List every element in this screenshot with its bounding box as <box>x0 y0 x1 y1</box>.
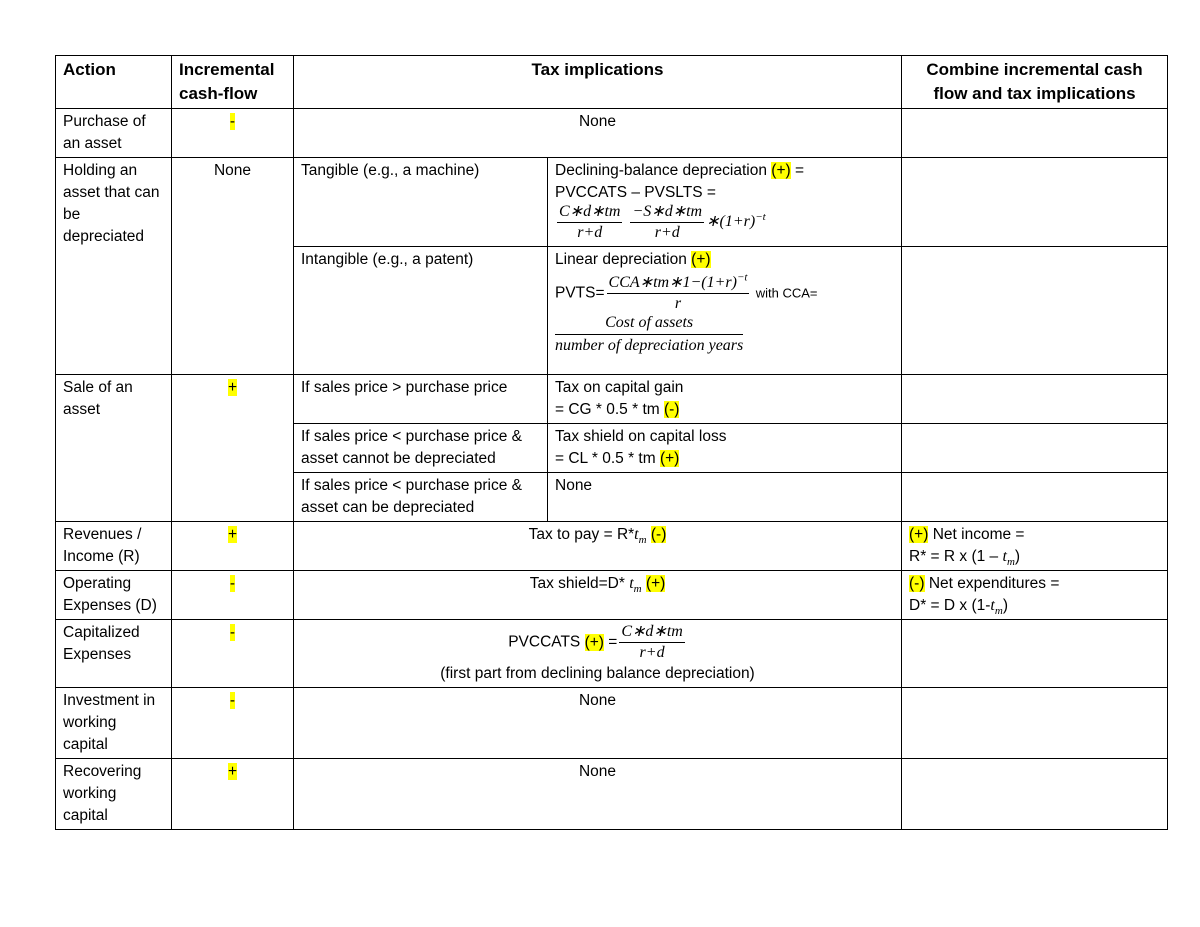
combine-cell <box>902 688 1168 759</box>
table-row <box>56 759 1168 830</box>
table-row <box>56 571 1168 620</box>
combine-cell <box>902 158 1168 247</box>
tax-rate-var: t <box>634 526 639 543</box>
action-cell: Operating Expenses (D) <box>56 571 172 620</box>
header-row <box>56 56 1168 109</box>
tax-cell: None <box>294 109 902 158</box>
fraction-numerator: −S∗d∗tm <box>630 202 704 223</box>
fraction-numerator: C∗d∗tm <box>619 622 684 643</box>
cashflow-sign: + <box>227 763 238 780</box>
formula-cell <box>548 375 902 424</box>
cashflow-sign: + <box>227 379 238 396</box>
condition-cell: If sales price > purchase price <box>294 375 548 424</box>
pvts-label: PVTS= <box>555 284 605 302</box>
cashflow-cell <box>172 620 294 688</box>
cashflow-cell <box>172 688 294 759</box>
declining-balance-label: Declining-balance depreciation <box>555 162 767 179</box>
condition-cell: If sales price < purchase price & asset can be depreciated <box>294 473 548 522</box>
action-cell: Sale of an asset <box>56 375 172 522</box>
table-row <box>56 109 1168 158</box>
tax-rate-var: t <box>990 597 995 614</box>
net-formula: R* = R x (1 – <box>909 548 1003 565</box>
fraction-denominator: number of depreciation years <box>555 337 744 354</box>
fraction-denominator: r+d <box>639 644 665 661</box>
combine-cell <box>902 109 1168 158</box>
cashflow-cell <box>172 375 294 522</box>
close-paren: ) <box>1002 597 1008 614</box>
cashflow-sign: - <box>229 624 236 641</box>
tax-rate-var: t <box>629 575 634 592</box>
cashflow-cell <box>172 109 294 158</box>
tax-rate-var: t <box>1002 548 1007 565</box>
table-row <box>56 375 1168 424</box>
combine-cell <box>902 571 1168 620</box>
pvccats-line: PVCCATS – PVSLTS = <box>555 184 716 201</box>
cashflow-sign: - <box>229 575 236 592</box>
fraction-denominator: r+d <box>654 224 680 241</box>
fraction <box>557 202 622 243</box>
combine-cell <box>902 375 1168 424</box>
sign-tag: (-) <box>663 401 680 418</box>
tax-formula: Tax shield=D* <box>529 575 630 592</box>
table-row <box>56 522 1168 571</box>
cashflow-cell <box>172 522 294 571</box>
exponent: −t <box>755 210 766 223</box>
close-paren: ) <box>1014 548 1021 565</box>
table-row <box>56 158 1168 247</box>
sign-tag: (+) <box>909 526 929 543</box>
tax-rate-sub: m <box>638 534 647 547</box>
table-row <box>56 688 1168 759</box>
tax-rate-sub: m <box>633 583 642 596</box>
tax-cell <box>294 620 902 688</box>
tax-rate-sub: m <box>1006 556 1015 569</box>
tax-implications-table <box>55 55 1168 830</box>
sign-tag: (-) <box>909 575 925 592</box>
action-cell: Recovering working capital <box>56 759 172 830</box>
header-action: Action <box>56 56 172 109</box>
sign-tag: (-) <box>650 526 667 543</box>
pvccats-label: PVCCATS <box>508 633 581 651</box>
cashflow-sign: + <box>227 526 238 543</box>
cashflow-sign: - <box>229 692 236 709</box>
action-cell: Holding an asset that can be depreciated <box>56 158 172 375</box>
fraction <box>619 622 684 663</box>
tax-cell <box>294 522 902 571</box>
tax-cell: None <box>294 759 902 830</box>
fraction-numerator: CCA∗tm∗1−(1+r) <box>608 274 737 291</box>
net-formula: D* = D x (1- <box>909 597 991 614</box>
condition-cell: Intangible (e.g., a patent) <box>294 247 548 375</box>
fraction <box>630 202 704 243</box>
tax-formula: Tax to pay = R* <box>528 526 635 543</box>
equals-sign: = <box>608 633 618 651</box>
table-row <box>56 620 1168 688</box>
net-label: Net expenditures = <box>928 575 1060 592</box>
discount-term: ∗(1+r) <box>706 213 756 231</box>
cashflow-sign: - <box>229 113 236 130</box>
header-cashflow: Incremental cash-flow <box>172 56 294 109</box>
net-label: Net income = <box>932 526 1025 543</box>
with-cca-label: with CCA= <box>755 285 818 301</box>
cashflow-cell: None <box>172 158 294 375</box>
combine-cell <box>902 424 1168 473</box>
formula-cell <box>548 158 902 247</box>
tax-cell <box>294 571 902 620</box>
sign-tag: (+) <box>659 450 680 467</box>
tax-label: Tax shield on capital loss <box>555 428 727 445</box>
combine-cell <box>902 522 1168 571</box>
tax-label: Tax on capital gain <box>555 379 684 396</box>
fraction <box>607 273 750 314</box>
combine-cell <box>902 759 1168 830</box>
sign-tag: (+) <box>584 633 604 651</box>
fraction-numerator: C∗d∗tm <box>557 202 622 223</box>
formula-cell <box>548 424 902 473</box>
header-combine: Combine incremental cash flow and tax implications <box>902 56 1168 109</box>
exponent: −t <box>736 271 748 284</box>
linear-depreciation-label: Linear depreciation <box>555 251 687 268</box>
tax-formula: = CG * 0.5 * tm <box>555 401 660 418</box>
fraction-numerator: Cost of assets <box>555 312 743 335</box>
formula-cell <box>548 247 902 375</box>
action-cell: Investment in working capital <box>56 688 172 759</box>
combine-cell <box>902 473 1168 522</box>
tax-cell: None <box>294 688 902 759</box>
fraction-denominator: r+d <box>577 224 603 241</box>
equals-sign: = <box>794 162 805 179</box>
fraction-denominator: r <box>674 295 682 312</box>
header-tax: Tax implications <box>294 56 902 109</box>
action-cell: Capitalized Expenses <box>56 620 172 688</box>
cca-fraction <box>555 312 743 357</box>
cashflow-cell <box>172 571 294 620</box>
sign-tag: (+) <box>691 251 711 268</box>
cashflow-cell <box>172 759 294 830</box>
sign-tag: (+) <box>771 162 791 179</box>
condition-cell: If sales price < purchase price & asset cannot be depreciated <box>294 424 548 473</box>
formula-cell: None <box>548 473 902 522</box>
action-cell: Purchase of an asset <box>56 109 172 158</box>
tax-rate-sub: m <box>994 605 1003 618</box>
note-text: (first part from declining balance depreciation) <box>440 665 755 682</box>
tax-formula: = CL * 0.5 * tm <box>555 450 656 467</box>
action-cell: Revenues / Income (R) <box>56 522 172 571</box>
sign-tag: (+) <box>645 575 666 592</box>
combine-cell <box>902 620 1168 688</box>
combine-cell <box>902 247 1168 375</box>
condition-cell: Tangible (e.g., a machine) <box>294 158 548 247</box>
